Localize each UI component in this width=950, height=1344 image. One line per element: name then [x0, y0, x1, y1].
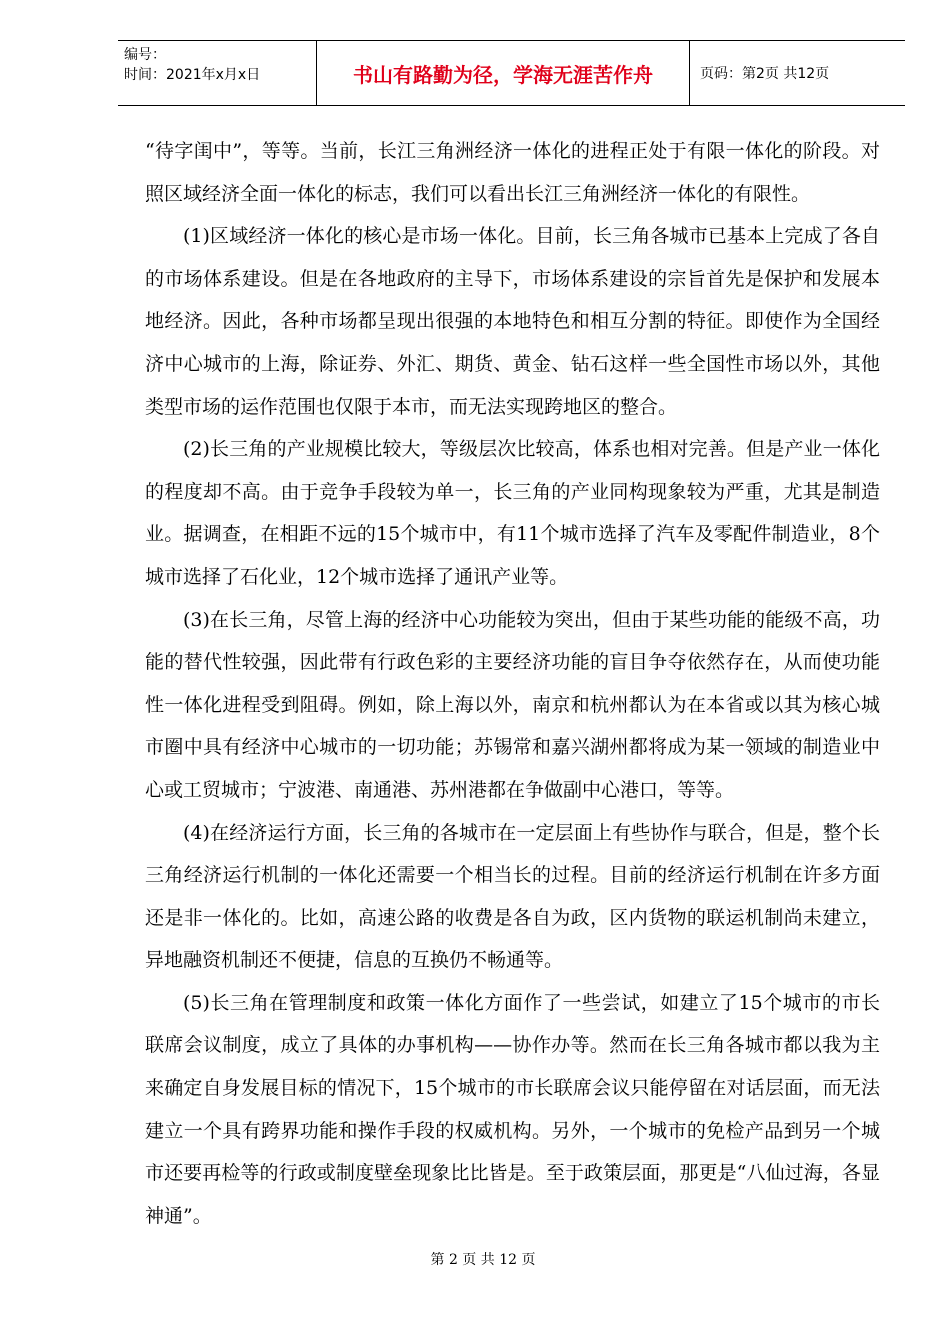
paragraph-continuation: “待字闺中”，等等。当前，长江三角洲经济一体化的进程正处于有限一体化的阶段。对照区域经济全面一体化的标志，我们可以看出长江三角洲经济一体化的有限性。 — [145, 140, 880, 205]
paragraph-economic-operation: (4)在经济运行方面，长三角的各城市在一定层面上有些协作与联合，但是，整个长三角经济运行机制的一体化还需要一个相当长的过程。目前的经济运行机制在许多方面还是非一体化的。比如，高速公路的收费是各自为政，区内货物的联运机制尚未建立，异地融资机制还不便捷，信息的互换仍不畅通等。 — [145, 821, 880, 972]
header-page-info: 页码：第2页 共12页 — [700, 66, 830, 82]
document-body — [145, 130, 880, 1237]
paragraph-market-integration: (1)区域经济一体化的核心是市场一体化。目前，长三角各城市已基本上完成了各自的市场体系建设。但是在各地政府的主导下，市场体系建设的宗旨首先是保护和发展本地经济。因此，各种市场都呈现出很强的本地特色和相互分割的特征。即使作为全国经济中心城市的上海，除证券、外汇、期货、黄金、钻石这样一些全国性市场以外，其他类型市场的运作范围也仅限于本市，而无法实现跨地区的整合。 — [145, 225, 880, 418]
paragraph-industry-integration: (2)长三角的产业规模比较大，等级层次比较高，体系也相对完善。但是产业一体化的程度却不高。由于竞争手段较为单一，长三角的产业同构现象较为严重，尤其是制造业。据调查，在相距不远的15个城市中，有11个城市选择了汽车及零配件制造业，8个城市选择了石化业，12个城市选择了通讯产业等。 — [145, 438, 880, 588]
document-number-label: 编号： — [124, 47, 166, 63]
paragraph-policy-integration: (5)长三角在管理制度和政策一体化方面作了一些尝试，如建立了15个城市的市长联席会议制度，成立了具体的办事机构——协作办等。然而在长三角各城市都以我为主来确定自身发展目标的情况下，15个城市的市长联席会议只能停留在对话层面，而无法建立一个具有跨界功能和操作手段的权威机构。另外，一个城市的免检产品到另一个城市还要再检等的行政或制度壁垒现象比比皆是。至于政策层面，那更是“八仙过海，各显神通”。 — [145, 991, 880, 1227]
document-time-label: 时间：2021年x月x日 — [124, 67, 261, 83]
header-meta — [118, 41, 316, 105]
header-motto: 书山有路勤为径，学海无涯苦作舟 — [316, 41, 690, 105]
page-header — [118, 40, 905, 106]
paragraph-functional-integration: (3)在长三角，尽管上海的经济中心功能较为突出，但由于某些功能的能级不高，功能的替代性较强，因此带有行政色彩的主要经济功能的盲目争夺依然存在，从而使功能性一体化进程受到阻碍。例如，除上海以外，南京和杭州都认为在本省或以其为核心城市圈中具有经济中心城市的一切功能；苏锡常和嘉兴湖州都将成为某一领域的制造业中心或工贸城市；宁波港、南通港、苏州港都在争做副中心港口，等等。 — [145, 608, 880, 801]
page-footer: 第 2 页 共 12 页 — [430, 1252, 536, 1268]
